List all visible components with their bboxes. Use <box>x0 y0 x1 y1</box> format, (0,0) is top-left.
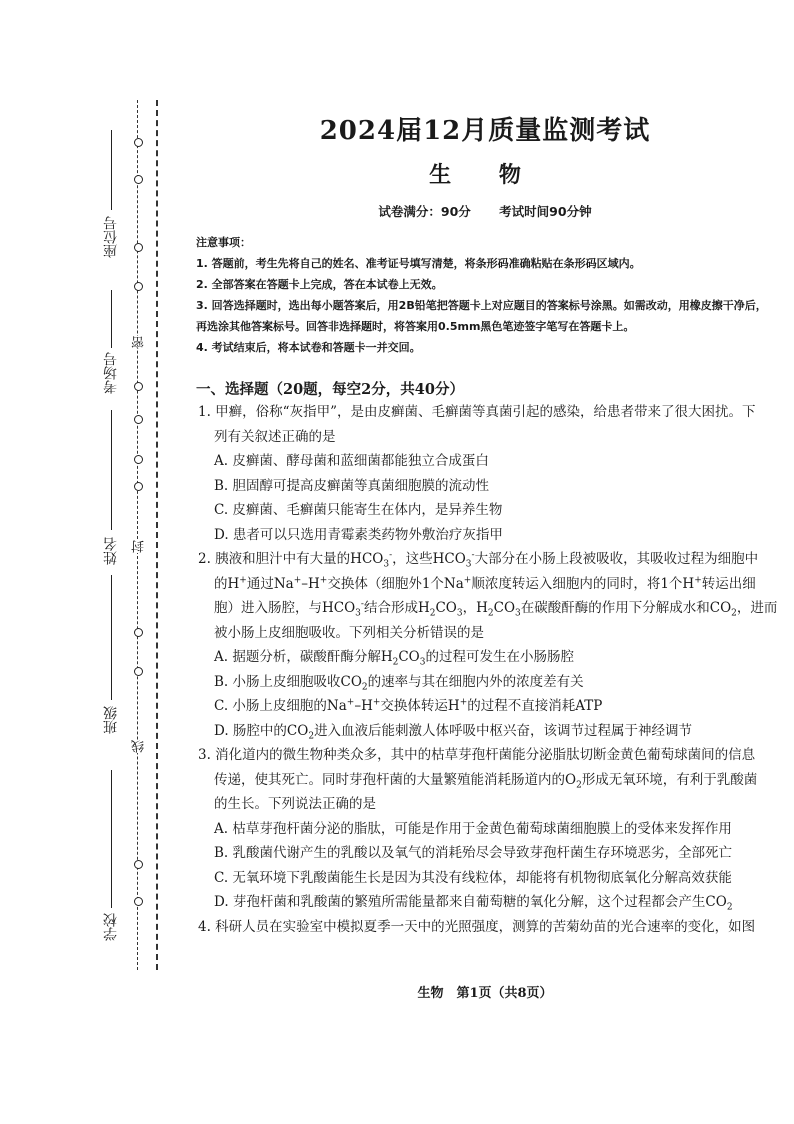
exam-meta <box>160 202 794 220</box>
option-d: D. 芽孢杆菌和乳酸菌的繁殖所需能量都来自葡萄糖的氧化分解，这个过程都会产生$CO_2$ <box>214 894 733 913</box>
binding-hole <box>134 138 143 147</box>
instruction-item: 再选涂其他答案标号。回答非选择题时，将答案用0.5mm黑色笔迹签字笔写在答题卡上。 <box>196 320 635 333</box>
question-3 <box>198 743 790 915</box>
binding-hole <box>134 175 143 184</box>
instruction-item: 4. 考试结束后，将本试卷和答题卡一并交回。 <box>196 341 421 354</box>
exam-time: 考试时间90分钟 <box>499 204 592 219</box>
binding-dashed-line-outer <box>156 100 158 970</box>
option-d: D. 肠腔中的$CO_2$进入血液后能刺激人体呼吸中枢兴奋，该调节过程属于神经调节 <box>214 722 693 742</box>
instructions-heading: 注意事项： <box>196 236 251 249</box>
binding-hole <box>134 282 143 291</box>
class-underline <box>111 575 112 700</box>
question-stem: 被小肠上皮细胞吸收。下列相关分析错误的是 <box>214 624 484 641</box>
seat-label: 座位号 <box>103 216 119 258</box>
question-stem: 4. 科研人员在实验室中模拟夏季一天中的光照强度，测算的苦菊幼苗的光合速率的变化，如图 <box>198 919 756 935</box>
instruction-item: 1. 答题前，考生先将自己的姓名、准考证号填写清楚，将条形码准确粘贴在条形码区域内。 <box>196 257 641 270</box>
question-4 <box>198 915 790 940</box>
option-d: D. 患者可以只选用青霉素类药物外敷治疗灰指甲 <box>214 526 503 543</box>
option-a: A. 皮癣菌、酵母菌和蓝细菌都能独立合成蛋白 <box>214 453 489 469</box>
option-c: C. 小肠上皮细胞的Na+–H+交换体转运H+的过程不直接消耗ATP <box>214 697 603 714</box>
binding-hole <box>134 860 143 869</box>
option-a: A. 枯草芽孢杆菌分泌的脂肽，可能是作用于金黄色葡萄球菌细胞膜上的受体来发挥作用 <box>214 820 732 837</box>
name-label: 姓名 <box>103 537 119 565</box>
binding-hole <box>134 667 143 676</box>
school-label: 学校 <box>103 913 119 941</box>
instructions <box>196 232 786 358</box>
exam-room-underline <box>111 290 112 348</box>
question-stem: 传递，使其死亡。同时芽孢杆菌的大量繁殖能消耗肠道内的$O_2$形成无氧环境，有利于乳酸菌 <box>214 771 758 791</box>
exam-room-label: 考场号 <box>103 352 119 394</box>
instruction-item: 2. 全部答案在答题卡上完成，答在本试卷上无效。 <box>196 278 443 291</box>
question-stem: 胞）进入肠腔，与$HCO_3^-$结合形成$H_2CO_3$，$H_2CO_3$在碳酸酐酶的作用下分解成水和$CO_2$，进而 <box>214 599 778 619</box>
question-stem: 的H+通过Na+–H+交换体（细胞外1个Na+顺浓度转运入细胞内的同时，将1个H+转运出细 <box>214 575 756 592</box>
binding-hole <box>134 455 143 464</box>
seal-char-mi: 密 <box>132 336 147 349</box>
option-b: B. 小肠上皮细胞吸收$CO_2$的速率与其在细胞内外的浓度差有关 <box>214 673 584 693</box>
binding-hole <box>134 897 143 906</box>
option-c: C. 无氧环境下乳酸菌能生长是因为其没有线粒体，却能将有机物彻底氧化分解高效获能 <box>214 869 732 886</box>
full-score: 试卷满分：90分 <box>378 204 471 219</box>
binding-hole <box>134 382 143 391</box>
exam-title: 2024届12月质量监测考试 <box>319 116 651 146</box>
option-c: C. 皮癣菌、毛癣菌只能寄生在体内，是异养生物 <box>214 502 503 518</box>
binding-hole <box>134 415 143 424</box>
binding-dashed-line-inner <box>137 100 138 970</box>
binding-hole <box>134 243 143 252</box>
option-a: A. 据题分析，碳酸酐酶分解$H_2CO_3$的过程可发生在小肠肠腔 <box>214 649 574 668</box>
school-underline <box>111 770 112 908</box>
question-stem: 2. 胰液和胆汁中有大量的$HCO_3^-$，这些$HCO_3^-$大部分在小肠上段被吸收，其吸收过程为细胞中 <box>198 550 759 570</box>
seat-underline <box>111 130 112 210</box>
binding-hole <box>134 482 143 491</box>
question-stem: 的生长。下列说法正确的是 <box>214 796 376 812</box>
option-b: B. 胆固醇可提高皮癣菌等真菌细胞膜的流动性 <box>214 477 490 494</box>
section-heading: 一、选择题（20题，每空2分，共40分） <box>196 381 464 398</box>
instruction-item: 3. 回答选择题时，选出每小题答案后，用2B铅笔把答题卡上对应题目的答案标号涂黑。如需改动，用橡皮擦干净后， <box>196 299 767 312</box>
question-2 <box>198 547 790 743</box>
question-stem: 列有关叙述正确的是 <box>214 428 336 445</box>
subject-title: 生 物 <box>429 162 541 188</box>
option-b: B. 乳酸菌代谢产生的乳酸以及氧气的消耗殆尽会导致芽孢杆菌生存环境恶劣，全部死亡 <box>214 845 733 861</box>
name-underline <box>111 410 112 530</box>
seal-char-feng: 封 <box>132 540 147 553</box>
page-footer: 生物 第1页（共8页） <box>417 986 553 1001</box>
binding-hole <box>134 628 143 637</box>
question-stem: 3. 消化道内的微生物种类众多，其中的枯草芽孢杆菌能分泌脂肽切断金黄色葡萄球菌间的信息 <box>198 747 756 763</box>
class-label: 班级 <box>103 706 119 734</box>
question-stem: 1. 甲癣，俗称“灰指甲”，是由皮癣菌、毛癣菌等真菌引起的感染，给患者带来了很大困扰。下 <box>198 404 756 420</box>
question-1 <box>198 400 790 547</box>
seal-char-xian: 线 <box>132 740 147 753</box>
